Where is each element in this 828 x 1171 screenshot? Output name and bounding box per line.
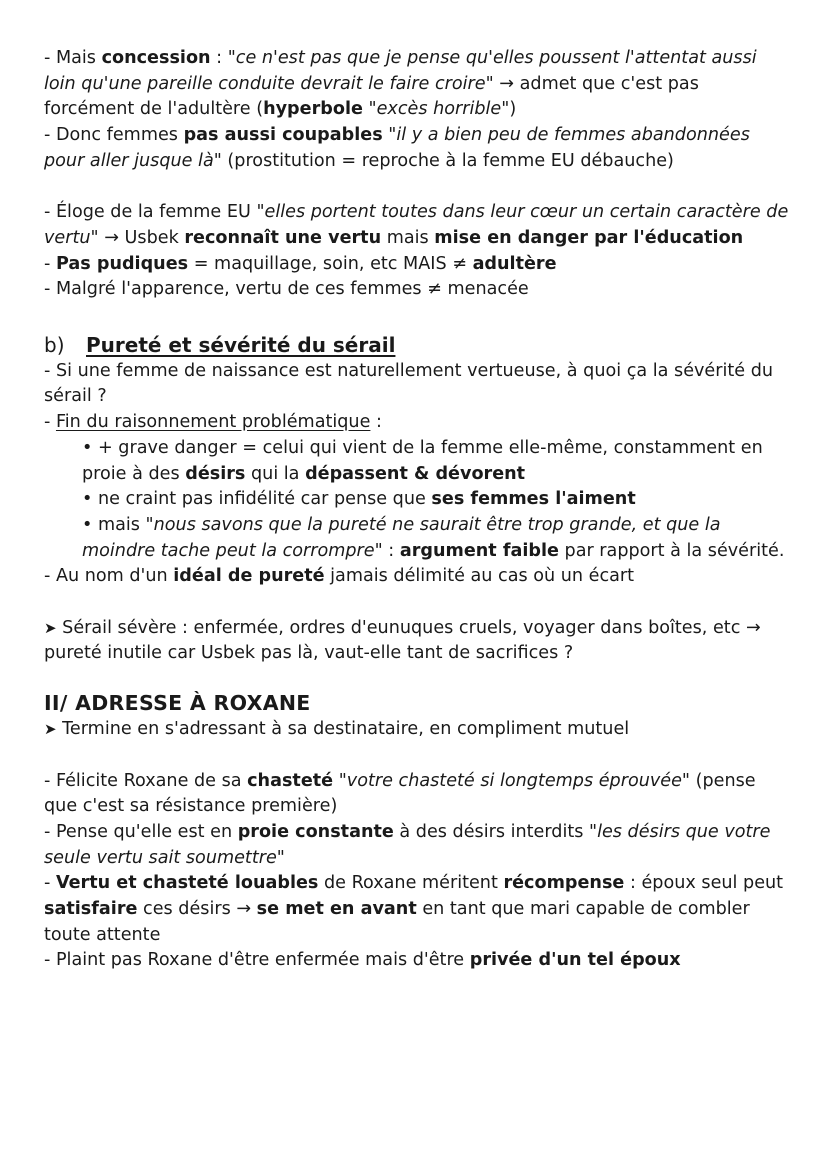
text: - Éloge de la femme EU (44, 202, 257, 223)
spacer (44, 303, 789, 329)
paragraph-eloge (44, 200, 789, 251)
bold-text: se met en avant (256, 899, 417, 920)
subsection-title: Pureté et sévérité du sérail (86, 332, 396, 357)
arrow-bullet-icon: ➤ (44, 720, 57, 739)
bold-text: proie constante (237, 821, 394, 842)
text: ) (509, 99, 517, 120)
text: - Mais (44, 48, 102, 68)
arrow-bullet-icon: ➤ (44, 618, 57, 637)
text: - Félicite Roxane de sa (44, 770, 248, 791)
paragraph-termine (44, 717, 789, 743)
quote: "ce n'est pas que je pense qu'elles poussent l'attentat aussi loin qu'une pareille conduite devrait le faire croire" (44, 48, 757, 94)
bold-text: ses femmes l'aiment (431, 489, 636, 510)
quote: "les désirs que votre seule vertu sait soumettre" (44, 821, 771, 868)
text: = maquillage, soin, etc MAIS ≠ (188, 253, 473, 274)
bold-text: satisfaire (44, 899, 138, 920)
text: : (382, 540, 400, 561)
text: de Roxane méritent (318, 873, 504, 894)
spacer (44, 175, 789, 201)
text: qui la (245, 463, 306, 484)
text: mais (381, 227, 435, 248)
bold-text: concession (101, 48, 211, 68)
paragraph-apparence: - Malgré l'apparence, vertu de ces femmes ≠ menacée (44, 279, 529, 300)
quote: "elles portent toutes dans leur cœur un certain caractère de vertu" (44, 202, 789, 248)
text: : (370, 412, 382, 433)
paragraph-serail-severe (44, 616, 789, 667)
bold-text: dépassent & dévorent (305, 463, 526, 484)
underlined-text: Fin du raisonnement problématique (55, 412, 371, 433)
text: (prostitution = reproche à la femme EU débauche) (221, 150, 674, 171)
text: Termine en s'adressant à sa destinataire, en compliment mutuel (56, 719, 630, 740)
paragraph-plaint (44, 948, 789, 974)
bold-text: Pas pudiques (55, 253, 189, 274)
bold-text: reconnaît une vertu (184, 227, 382, 248)
section-heading: II/ ADRESSE À ROXANE (44, 691, 311, 716)
paragraph-question: - Si une femme de naissance est naturellement vertueuse, à quoi ça la sévérité du sérail ? (44, 360, 774, 407)
bold-text: désirs (185, 463, 246, 484)
text: - (44, 253, 56, 274)
bullet-purete (44, 513, 789, 564)
bullet-grave-danger (44, 436, 789, 487)
bold-text: pas aussi coupables (183, 125, 383, 146)
bold-text: adultère (472, 253, 557, 274)
bold-text: hyperbole (263, 99, 363, 120)
quote: "nous savons que la pureté ne saurait être trop grande, et que la moindre tache peut la corrompre" (82, 514, 721, 561)
paragraph-ideal (44, 564, 789, 590)
subsection-letter: b) (44, 332, 65, 357)
text: jamais délimité au cas où un écart (324, 566, 635, 587)
subsection-heading (44, 331, 789, 359)
bold-text: argument faible (399, 540, 559, 561)
text: à des désirs interdits (393, 821, 589, 842)
text: : époux seul peut (624, 873, 784, 894)
spacer (44, 590, 789, 616)
paragraph-concession (44, 46, 789, 123)
text: • mais (82, 514, 146, 535)
quote: "excès horrible" (368, 99, 510, 120)
paragraph-pudiques (44, 252, 789, 278)
spacer (44, 743, 789, 769)
quote: "il y a bien peu de femmes abandonnées pour aller jusque là" (44, 125, 750, 171)
text: : (210, 48, 228, 68)
text: en tant que mari capable de combler toute attente (44, 899, 750, 945)
text: - Plaint pas Roxane d'être enfermée mais d'être (44, 950, 470, 971)
text: • ne craint pas infidélité car pense que (82, 489, 432, 510)
text: (pense que c'est sa résistance première) (44, 770, 756, 817)
quote: "votre chasteté si longtemps éprouvée" (338, 770, 691, 791)
bold-text: privée d'un tel époux (469, 950, 681, 971)
bold-text: chasteté (247, 770, 334, 791)
text: - (44, 873, 56, 894)
paragraph-felicite (44, 769, 789, 820)
text: ces désirs → (137, 899, 257, 920)
paragraph-proie (44, 820, 789, 871)
bold-text: mise en danger par l'éducation (434, 227, 744, 248)
document-page (44, 46, 789, 974)
paragraph-fin-raisonnement (44, 410, 789, 436)
text: - Donc femmes (44, 125, 184, 146)
text: → admet que c'est pas forcément de l'adultère ( (44, 73, 699, 120)
text: - Pense qu'elle est en (44, 821, 238, 842)
bold-text: idéal de pureté (173, 566, 325, 587)
paragraph-vertu (44, 871, 789, 948)
text: - Au nom d'un (44, 566, 174, 587)
text: • + grave danger = celui qui vient de la femme elle-même, constamment en proie à des (82, 437, 763, 484)
text: → Usbek (98, 227, 185, 248)
spacer (44, 667, 789, 685)
bold-text: récompense (503, 873, 625, 894)
text: par rapport à la sévérité. (558, 540, 785, 561)
text: - (44, 412, 56, 433)
text: Sérail sévère : enfermée, ordres d'eunuques cruels, voyager dans boîtes, etc → pureté inutile car Usbek pas là, vaut-elle tant de sacrifices ? (44, 617, 761, 664)
bold-text: Vertu et chasteté louables (55, 873, 319, 894)
paragraph-coupables (44, 123, 789, 174)
bullet-infidelite (44, 487, 789, 513)
